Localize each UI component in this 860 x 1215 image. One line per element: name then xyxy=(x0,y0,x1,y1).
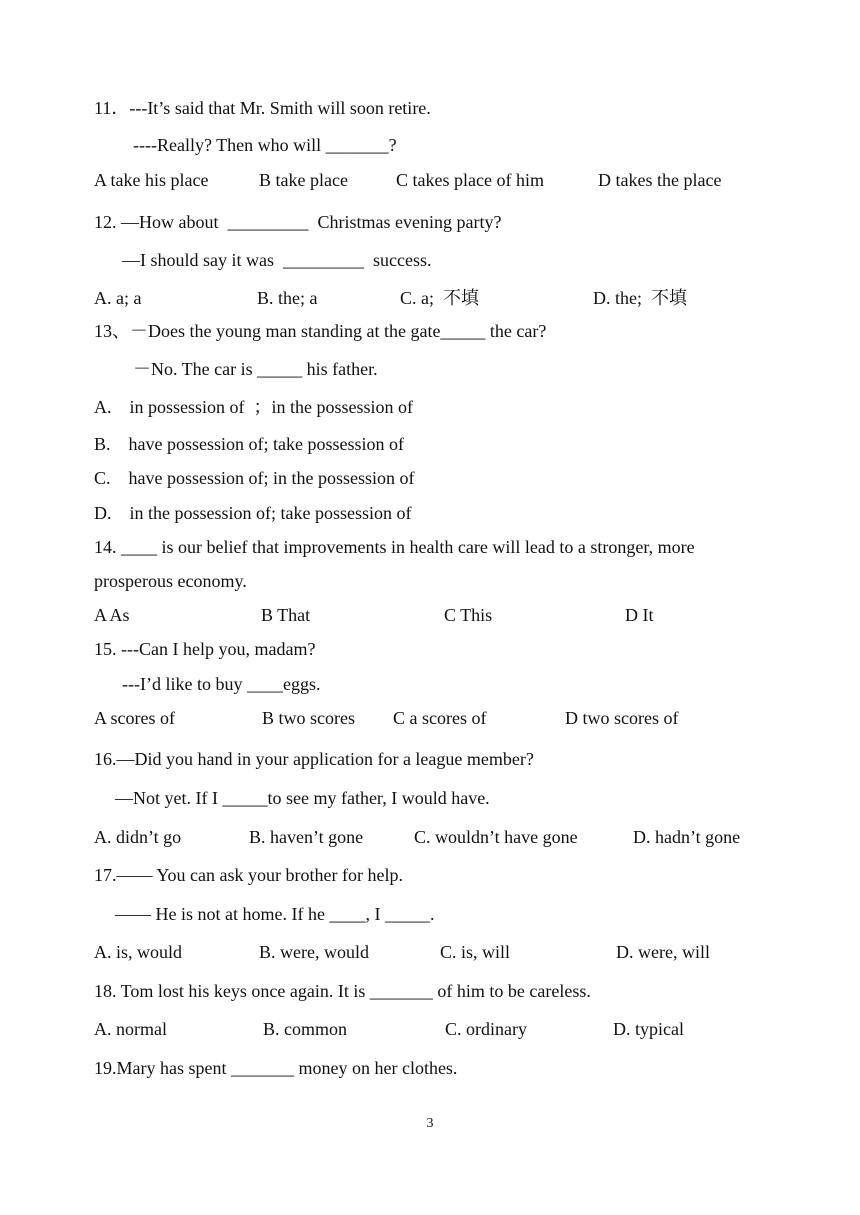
question-16-reply: —Not yet. If I _____to see my father, I would have. xyxy=(115,788,490,808)
question-17-stem: 17.—— You can ask your brother for help. xyxy=(94,865,403,885)
question-13-option-c: C. have possession of; in the possession of xyxy=(94,468,415,488)
question-11-option-c: C takes place of him xyxy=(396,170,544,190)
question-12-option-b: B. the; a xyxy=(257,288,318,308)
question-14-option-d: D It xyxy=(625,605,654,625)
question-19-stem: 19.Mary has spent _______ money on her clothes. xyxy=(94,1058,458,1078)
question-11-option-b: B take place xyxy=(259,170,348,190)
question-18-option-d: D. typical xyxy=(613,1019,684,1039)
question-16-option-d: D. hadn’t gone xyxy=(633,827,741,847)
question-15-option-d: D two scores of xyxy=(565,708,679,728)
question-18-option-c: C. ordinary xyxy=(445,1019,527,1039)
question-12-stem: 12. —How about _________ Christmas evening party? xyxy=(94,212,502,232)
question-15-option-b: B two scores xyxy=(262,708,355,728)
question-13-option-a: A. in possession of ；in the possession of xyxy=(94,397,413,417)
question-17-option-d: D. were, will xyxy=(616,942,710,962)
question-14-option-b: B That xyxy=(261,605,311,625)
question-16-option-b: B. haven’t gone xyxy=(249,827,364,847)
question-11-stem: 11．---It’s said that Mr. Smith will soon retire. xyxy=(94,98,431,118)
page-number: 3 xyxy=(426,1116,434,1131)
question-16-stem: 16.—Did you hand in your application for a league member? xyxy=(94,749,534,769)
question-14-stem: 14. ____ is our belief that improvements in health care will lead to a stronger, more xyxy=(94,537,695,557)
question-14-stem-cont: prosperous economy. xyxy=(94,571,247,591)
question-14-option-a: A As xyxy=(94,605,130,625)
question-16-option-c: C. wouldn’t have gone xyxy=(414,827,578,847)
question-17-option-c: C. is, will xyxy=(440,942,511,962)
question-17-option-a: A. is, would xyxy=(94,942,183,962)
question-14-option-c: C This xyxy=(444,605,493,625)
question-13-stem: 13、－Does the young man standing at the gate_____ the car? xyxy=(94,321,547,341)
question-18-option-a: A. normal xyxy=(94,1019,167,1039)
question-12-option-d: D. the; 不填 xyxy=(593,288,687,308)
question-13-reply: －No. The car is _____ his father. xyxy=(133,359,378,379)
question-11-option-d: D takes the place xyxy=(598,170,722,190)
question-18-stem: 18. Tom lost his keys once again. It is _______ of him to be careless. xyxy=(94,981,591,1001)
question-11-option-a: A take his place xyxy=(94,170,209,190)
question-13-option-d: D. in the possession of; take possession of xyxy=(94,503,412,523)
question-12-option-a: A. a; a xyxy=(94,288,142,308)
question-17-reply: —— He is not at home. If he ____, I _____. xyxy=(115,904,435,924)
question-15-reply: ---I’d like to buy ____eggs. xyxy=(122,674,321,694)
question-13-option-b: B. have possession of; take possession of xyxy=(94,434,404,454)
question-15-option-c: C a scores of xyxy=(393,708,487,728)
question-12-reply: —I should say it was _________ success. xyxy=(122,250,432,270)
question-17-option-b: B. were, would xyxy=(259,942,369,962)
question-15-stem: 15. ---Can I help you, madam? xyxy=(94,639,316,659)
question-12-option-c: C. a; 不填 xyxy=(400,288,479,308)
question-18-option-b: B. common xyxy=(263,1019,347,1039)
question-11-reply: ----Really? Then who will _______? xyxy=(133,135,397,155)
question-15-option-a: A scores of xyxy=(94,708,175,728)
question-16-option-a: A. didn’t go xyxy=(94,827,182,847)
